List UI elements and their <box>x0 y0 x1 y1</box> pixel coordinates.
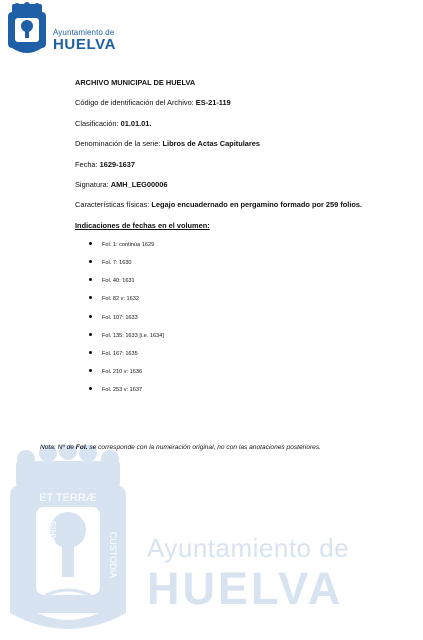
bullet-icon <box>89 242 92 245</box>
field-value: AMH_LEG00006 <box>110 180 168 189</box>
field-label: Signatura: <box>75 180 109 189</box>
field-codigo <box>75 98 231 108</box>
watermark-title: HUELVA <box>147 563 344 614</box>
field-denominacion <box>75 139 260 149</box>
bullet-icon <box>89 351 92 354</box>
logo-subtitle: Ayuntamiento de <box>53 28 115 37</box>
field-value: Legajo encuadernado en pergamino formado por 259 folios. <box>151 200 363 209</box>
field-label: Fecha: <box>75 160 98 169</box>
field-value: Libros de Actas Capitulares <box>162 139 260 148</box>
list-item: Fol. 1: continúa 1629 <box>89 240 154 250</box>
watermark-shield-left-text: PORTUS MARIS <box>48 520 58 590</box>
field-value: 01.01.01. <box>120 119 152 128</box>
field-value: 1629-1637 <box>99 160 136 169</box>
list-item: Fol. 40: 1631 <box>89 276 135 286</box>
watermark-shield-right-text: CUSTODIA <box>108 531 118 579</box>
watermark-shield-top-text: ET TERRÆ <box>39 492 97 504</box>
list-item: Fol. 82 v: 1632 <box>89 294 139 304</box>
list-item: Fol. 7: 1630 <box>89 258 132 268</box>
watermark <box>0 445 423 640</box>
bullet-icon <box>89 315 92 318</box>
bullet-icon <box>89 296 92 299</box>
list-item: Fol. 135: 1633 [i.e. 1634] <box>89 331 164 341</box>
bullet-icon <box>89 333 92 336</box>
field-signatura <box>75 180 167 190</box>
list-item: Fol. 107: 1633 <box>89 313 138 323</box>
bullet-icon <box>89 387 92 390</box>
document-title: ARCHIVO MUNICIPAL DE HUELVA <box>75 78 196 87</box>
field-clasificacion <box>75 119 151 129</box>
header-logo <box>6 2 126 56</box>
field-label: Denominación de la serie: <box>75 139 161 148</box>
bullet-icon <box>89 260 92 263</box>
field-value: ES-21-119 <box>195 98 231 107</box>
field-label: Código de identificación del Archivo: <box>75 98 194 107</box>
list-item: Fol. 253 v: 1637 <box>89 385 142 395</box>
field-label: Características físicas: <box>75 200 150 209</box>
bullet-icon <box>89 278 92 281</box>
footnote: Nota: Nº de Fol. se corresponde con la numeración original, no con las anotaciones posteriores. <box>40 444 321 451</box>
watermark-subtitle: Ayuntamiento de <box>147 533 350 563</box>
bullet-icon <box>89 369 92 372</box>
field-label: Clasificación: <box>75 119 119 128</box>
indicaciones-heading: Indicaciones de fechas en el volumen: <box>75 221 210 230</box>
watermark-shield-icon <box>6 445 130 635</box>
huelva-shield-icon <box>6 2 48 56</box>
field-caracteristicas <box>75 200 362 210</box>
logo-title: HUELVA <box>53 36 117 53</box>
list-item: Fol. 210 v: 1636 <box>89 367 142 377</box>
field-fecha <box>75 160 135 170</box>
list-item: Fol. 167: 1635 <box>89 349 138 359</box>
